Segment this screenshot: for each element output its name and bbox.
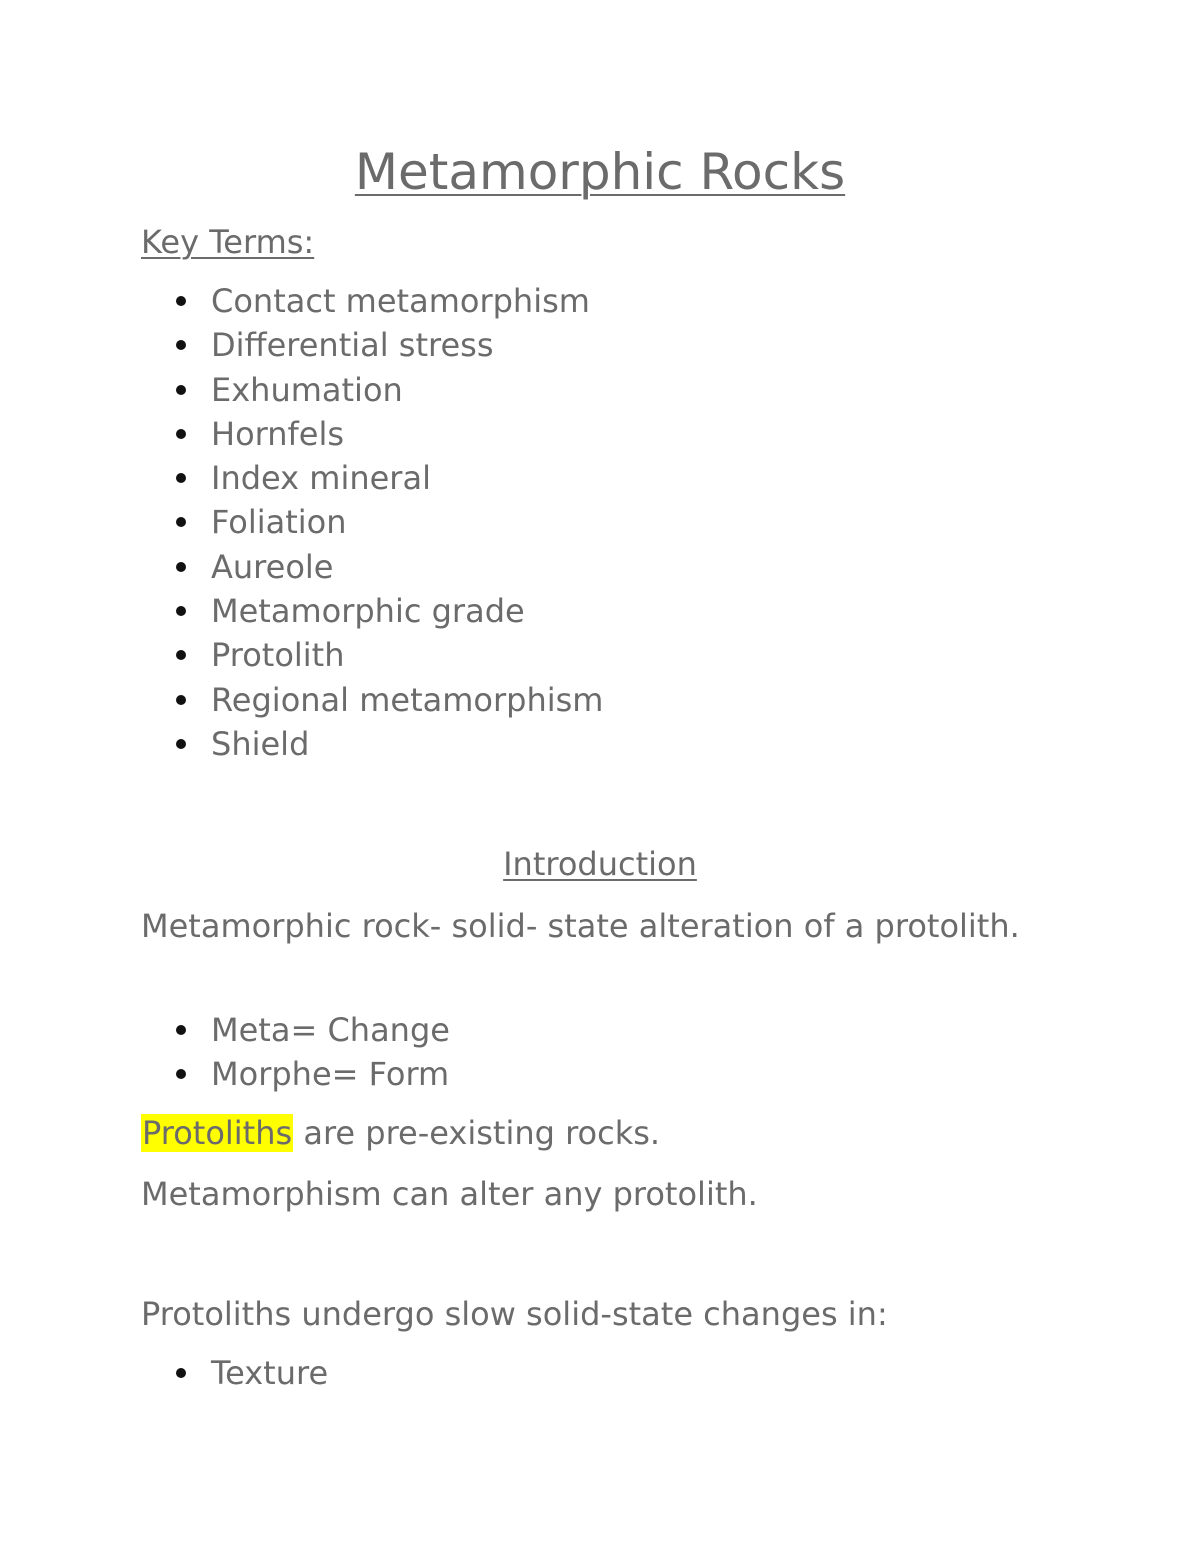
list-item: [0, 456, 603, 500]
key-term: Regional metamorphism: [211, 680, 604, 719]
bullet-icon: [176, 296, 186, 306]
key-term: Aureole: [211, 547, 334, 586]
etymology-item: Morphe= Form: [211, 1055, 450, 1094]
list-item: [0, 368, 603, 412]
bullet-icon: [176, 1368, 186, 1378]
list-item: [0, 500, 603, 544]
list-item: [0, 1351, 328, 1395]
list-item: [0, 279, 603, 323]
list-item: [0, 1008, 450, 1052]
protoliths-sentence-rest: are pre-existing rocks.: [293, 1114, 661, 1152]
bullet-icon: [176, 1069, 186, 1079]
list-item: [0, 633, 603, 677]
key-term: Foliation: [211, 503, 347, 542]
bullet-icon: [176, 562, 186, 572]
list-item: [0, 545, 603, 589]
bullet-icon: [176, 606, 186, 616]
bullet-icon: [176, 517, 186, 527]
change-item: Texture: [211, 1354, 329, 1392]
bullet-icon: [176, 1025, 186, 1035]
bullet-icon: [176, 429, 186, 439]
etymology-list: [0, 1008, 450, 1097]
key-term: Exhumation: [211, 370, 403, 409]
changes-paragraph: Protoliths undergo slow solid-state changes in:: [141, 1295, 888, 1333]
key-term: Index mineral: [211, 459, 431, 498]
highlighted-term: Protoliths: [142, 1114, 293, 1152]
list-item: [0, 589, 603, 633]
page-title: Metamorphic Rocks: [354, 143, 846, 201]
bullet-icon: [176, 650, 186, 660]
key-term: Shield: [211, 724, 310, 763]
bullet-icon: [176, 695, 186, 705]
protoliths-paragraph: [141, 1111, 1021, 1155]
definition-paragraph: Metamorphic rock- solid- state alteration of a protolith.: [141, 907, 1020, 945]
alter-paragraph: Metamorphism can alter any protolith.: [141, 1175, 758, 1213]
key-term: Differential stress: [211, 326, 494, 365]
changes-list: [0, 1351, 328, 1395]
key-term: Protolith: [211, 636, 345, 675]
list-item: [0, 722, 603, 766]
key-term: Hornfels: [211, 414, 345, 453]
bullet-icon: [176, 473, 186, 483]
key-terms-label: Key Terms:: [141, 223, 315, 261]
bullet-icon: [176, 385, 186, 395]
list-item: [0, 323, 603, 367]
list-item: [0, 678, 603, 722]
bullet-icon: [176, 739, 186, 749]
bullet-icon: [176, 340, 186, 350]
list-item: [0, 412, 603, 456]
introduction-heading: Introduction: [503, 845, 697, 883]
key-term: Metamorphic grade: [211, 592, 525, 631]
etymology-item: Meta= Change: [211, 1011, 450, 1049]
list-item: [0, 1052, 450, 1096]
key-terms-list: [0, 279, 603, 766]
key-term: Contact metamorphism: [211, 282, 590, 320]
